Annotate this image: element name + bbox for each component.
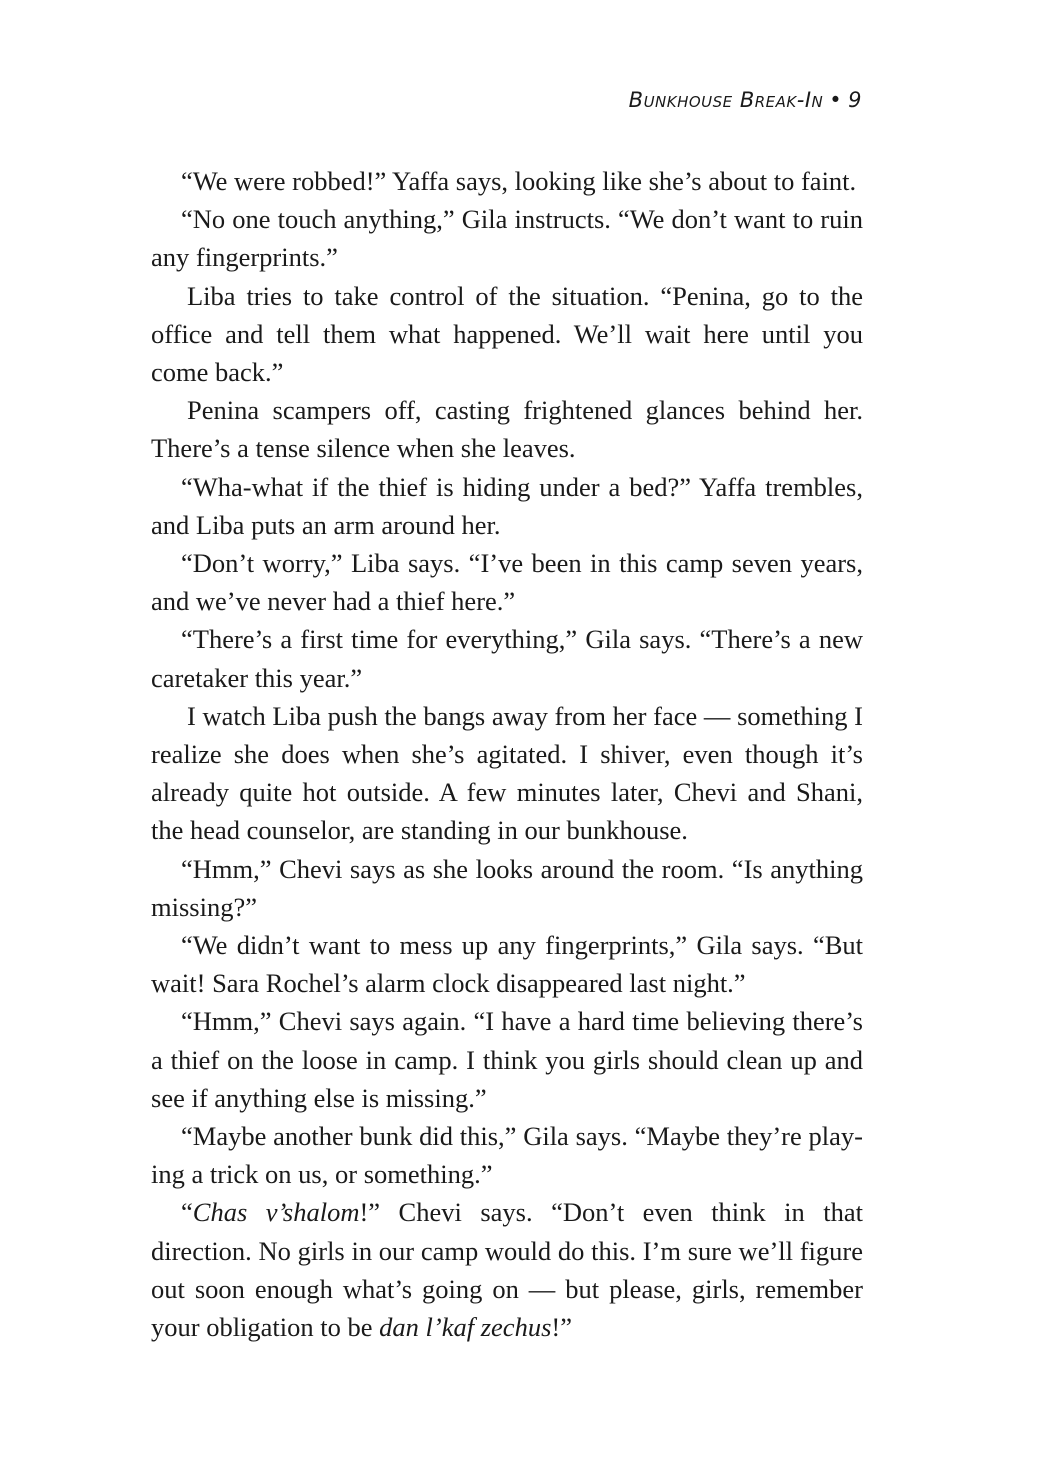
paragraph-text: “We were robbed!” Yaffa says, looking like she’s about to faint.: [181, 166, 857, 196]
paragraph-5: [151, 468, 863, 544]
paragraph-text: !”: [551, 1312, 572, 1343]
paragraph-9: [151, 850, 863, 926]
paragraph-4: [151, 391, 863, 467]
paragraph-text: Liba tries to take control of the situation. “Penina, go to the office and tell them what happened. We’ll wait here until you come back.”: [151, 280, 863, 388]
paragraph-text: “Wha-what if the thief is hiding under a bed?” Yaffa trembles, and Liba puts an arm around her.: [151, 471, 863, 540]
paragraph-text: “Don’t worry,” Liba says. “I’ve been in this camp seven years, and we’ve never had a thief here.”: [151, 548, 863, 617]
paragraph-text: “No one touch anything,” Gila instructs. “We don’t want to ruin any fingerprints.”: [151, 204, 863, 273]
paragraph-text: “There’s a first time for everything,” Gila says. “There’s a new caretaker this year.”: [151, 624, 863, 693]
paragraph-3: [151, 277, 863, 392]
paragraph-8: [151, 697, 863, 850]
paragraph-12: [151, 1117, 863, 1193]
paragraph-7: [151, 620, 863, 696]
paragraph-11: [151, 1002, 863, 1117]
paragraph-6: [151, 544, 863, 620]
page-number: 9: [848, 88, 862, 112]
hebrew-phrase-chas-vshalom: Chas v’shalom: [192, 1197, 360, 1228]
paragraph-text: Penina scampers off, casting frightened glances behind her. There’s a tense silence when she leaves.: [151, 395, 863, 464]
paragraph-text: “Hmm,” Chevi says again. “I have a hard time believing there’s a thief on the loose in camp. I think you girls should clean up and see if anything else is missing.”: [151, 1006, 863, 1113]
running-head: [629, 88, 862, 112]
paragraph-2: [151, 200, 863, 276]
running-head-title: Bunkhouse Break-In: [628, 88, 824, 112]
paragraph-13: [151, 1193, 863, 1346]
hebrew-phrase-dan-lkaf-zechus: dan l’kaf zechus: [379, 1312, 552, 1343]
paragraph-10: [151, 926, 863, 1002]
paragraph-text: “We didn’t want to mess up any fingerprints,” Gila says. “But wait! Sara Rochel’s alarm clock disappeared last night.”: [151, 930, 863, 999]
paragraph-text: “: [181, 1197, 193, 1228]
paragraph-text: !” Chevi says. “Don’t even think in that direction. No girls in our camp would do this. I’m sure we’ll figure out soon enough what’s going on — but please, girls, remember your obligation to be: [151, 1197, 863, 1343]
paragraph-1: [151, 162, 863, 200]
running-head-separator: •: [829, 88, 843, 112]
paragraph-text: I watch Liba push the bangs away from her face — something I realize she does when she’s agitated. I shiver, even though it’s already quite hot outside. A few minutes later, Chevi and Shani, the head counselor, are standing in our bunkhouse.: [151, 700, 863, 846]
paragraph-text: “Hmm,” Chevi says as she looks around the room. “Is anything missing?”: [151, 853, 863, 922]
body-text: [151, 162, 863, 1346]
paragraph-text: “Maybe another bunk did this,” Gila says. “Maybe they’re playing a trick on us, or something.”: [151, 1121, 863, 1190]
